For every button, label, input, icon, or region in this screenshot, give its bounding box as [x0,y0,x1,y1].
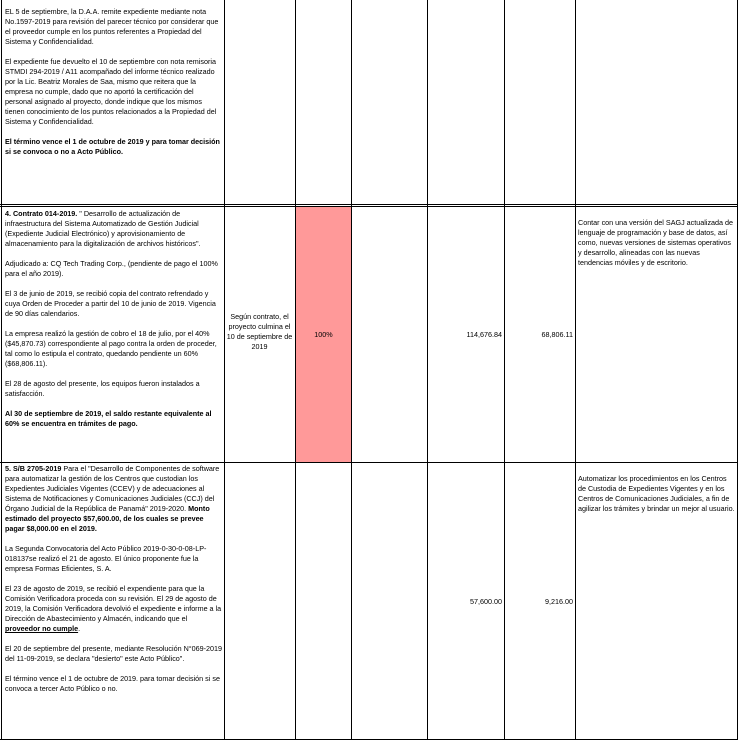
row3-title: 5. S/B 2705-2019 [5,464,62,473]
row3-proveedor-no-cumple: proveedor no cumple [5,624,79,633]
grid-line [1,0,2,740]
row2-paragraph-2: Adjudicado a: CQ Tech Trading Corp., (pendiente de pago el 100% para el año 2019). [5,259,218,278]
row2-plazo: Según contrato, el proyecto culmina el 10 de septiembre de 2019 [226,312,293,351]
row-divider [0,206,738,207]
row3-paragraph-3-end: . [78,624,81,633]
row2-title-rest: " Desarrollo de actualización de infraestructura del Sistema Automatizado de Gestión Judicial (Expediente Judicial Electrónico) y aprovisionamiento de almacenamiento para la digitalización de archivos históricos". [5,209,201,248]
row2-title: 4. Contrato 014-2019. [5,209,78,218]
row3-saldo: 9,216.00 [545,597,573,606]
row2-saldo: 68,806.11 [541,330,573,339]
row1-paragraph-3: El término vence el 1 de octubre de 2019 y para tomar decisión si se convoca o no a Acto Público. [5,137,220,156]
row2-paragraph-1 [5,209,222,249]
row-divider [0,462,738,463]
row3-title-amount: Monto estimado del proyecto $57,600.00, de los cuales se prevee pagar $8,000.00 en el 2019. [5,504,210,533]
row3-objetivo: Automatizar los procedimientos en los Centros de Custodia de Expedientes Vigentes y en los Centros de Comunicaciones Judiciales, a fin de agilizar los trámites y brindar un mejor al usuario. [578,474,735,513]
row2-paragraph-6: Al 30 de septiembre de 2019, el saldo restante equivalente al 60% se encuentra en trámites de pago. [5,409,212,428]
row3-paragraph-1 [5,464,223,534]
row2-description [5,209,222,439]
row1-paragraph-1: EL 5 de septiembre, la D.A.A. remite expediente mediante nota No.1597-2019 para revisión del parecer técnico por considerar que el proveedor cumple en los puntos referentes a Propiedad del Sistema y Confidencialidad. [5,7,219,46]
grid-line [224,0,225,740]
grid-line [351,0,352,740]
row3-paragraph-2: La Segunda Convocatoria del Acto Público 2019-0-30-0-08-LP-018137se realizó el 21 de agosto. El único proponente fue la empresa Formas Eficientes, S. A. [5,544,207,573]
row3-paragraph-3-text: El 23 de agosto de 2019, se recibió el expendiente para que la Comisión Verificadora proceda con su revisión. El 29 de agosto de 2019, la Comisión Verificadora devolvió el expediente e informe a la Dirección de Abastecimiento y Almacén, indicando que el [5,584,222,623]
row3-paragraph-4: El 20 de septiembre del presente, mediante Resolución N°069-2019 del 11-09-2019, se declara "desierto" este Acto Público". [5,644,223,663]
row1-description [5,7,221,167]
row2-objetivo: Contar con una versión del SAGJ actualizada de lenguaje de programación y base de datos, así como, nuevas versiones de sistemas operativos y desarrollo, alineadas con las nuevas tendencias móviles y de escritorio. [578,218,734,267]
row3-title-rest: Para el "Desarrollo de Componentes de software para automatizar la gestión de los Centros que custodian los Expedientes Judiciales Vigentes (CCEV) y de adecuaciones al Sistema de Notificaciones y Comunicaciones Judiciales (CCJ) del Órgano Judicial de la República de Panamá" 2019-2020. [5,464,220,513]
row3-monto: 57,600.00 [470,597,502,606]
row2-avance: 100% [314,330,333,339]
row3-description [5,464,223,704]
row2-monto: 114,676.84 [466,330,502,339]
grid-line [427,0,428,740]
row2-paragraph-5: El 28 de agosto del presente, los equipos fueron instalados a satisfacción. [5,379,200,398]
grid-line [575,0,576,740]
row3-paragraph-3 [5,584,223,634]
row2-paragraph-4: La empresa realizó la gestión de cobro el 18 de julio, por el 40% ($45,870.73) correspondiente al pago contra la orden de proceder, tal como lo estipula el contrato, quedando pendiente un 60% ($68,806.11). [5,329,217,368]
row2-paragraph-3: El 3 de junio de 2019, se recibió copia del contrato refrendado y cuya Orden de Proceder a partir del 10 de junio de 2019. Vigencia de 90 días calendarios. [5,289,216,318]
grid-line [504,0,505,740]
row-divider [0,204,738,205]
row3-paragraph-5: El término vence el 1 de octubre de 2019. para tomar decisión si se convoca a tercer Acto Público o no. [5,674,220,693]
row1-paragraph-2: El expediente fue devuelto el 10 de septiembre con nota remisoria STMDI 294-2019 / A11 acompañado del informe técnico realizado por la Lic. Beatriz Morales de Saa, mismo que reitera que la empresa no cumple, dado que no aportó la certificación del personal asignado al proyecto, donde indique que los mismos tienen conocimiento de los puntos relacionados a la Propiedad del Sistema y Confidencialidad. [5,57,217,126]
